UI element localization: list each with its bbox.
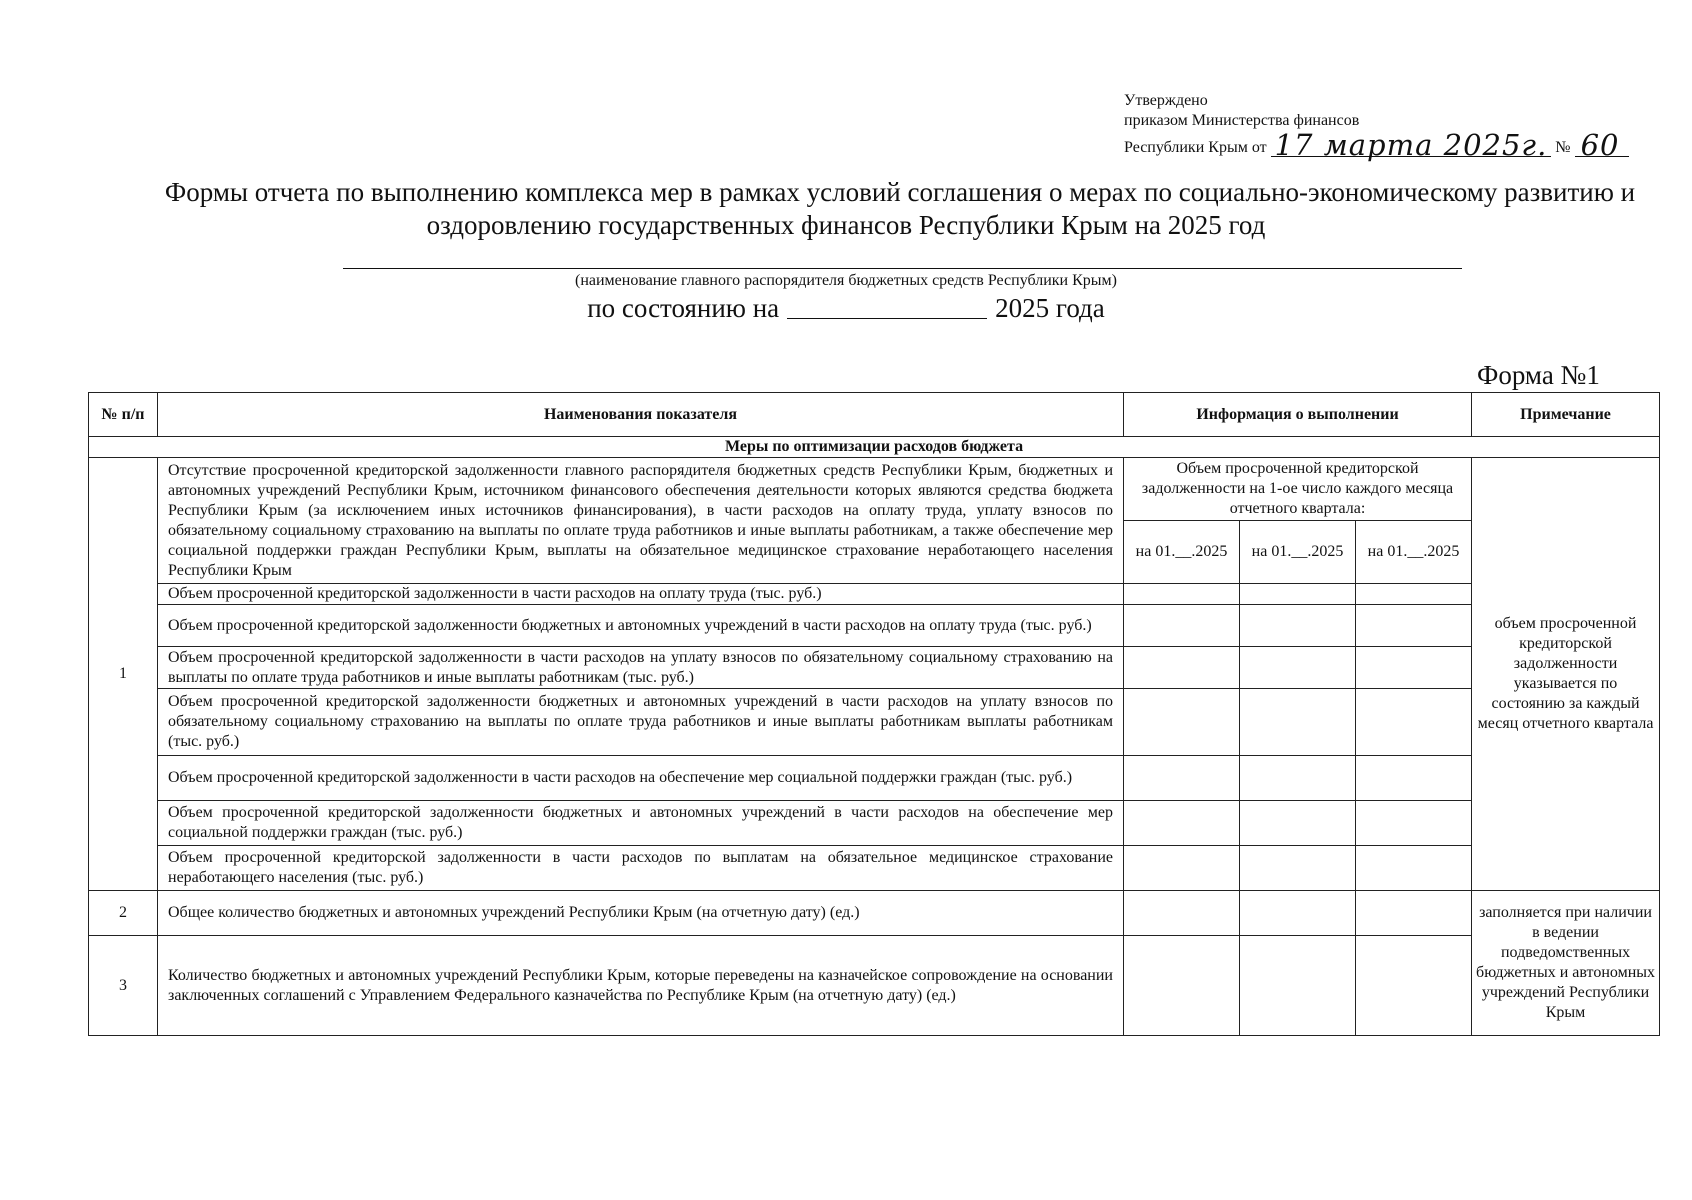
as-of-date-blank [787, 294, 987, 319]
header-num: № п/п [89, 393, 158, 437]
value-cell[interactable] [1124, 846, 1240, 891]
value-cell[interactable] [1356, 689, 1472, 756]
handwritten-date: 17 марта 2025г. [1271, 134, 1552, 157]
table-row [89, 801, 1660, 846]
section-row [89, 437, 1660, 458]
table-header-row [89, 393, 1660, 437]
value-cell[interactable] [1356, 605, 1472, 647]
table-row [89, 891, 1660, 936]
value-cell[interactable] [1124, 689, 1240, 756]
handwritten-number: 60 [1575, 134, 1630, 157]
name-fill-line [343, 268, 1462, 269]
value-cell[interactable] [1124, 584, 1240, 605]
form-label: Форма №1 [1477, 360, 1600, 390]
number-sign: № [1555, 139, 1571, 156]
header-info: Информация о выполнении [1124, 393, 1472, 437]
row-3-text: Количество бюджетных и автономных учреждений Республики Крым, которые переведены на казначейское сопровождение на основании заключенных соглашений с Управлением Федерального казначейства по Республике Крым (на отчетную дату) (ед.) [158, 936, 1124, 1036]
value-cell[interactable] [1356, 584, 1472, 605]
row-1-main-text: Отсутствие просроченной кредиторской задолженности главного распорядителя бюджетных средств Республики Крым, бюджетных и автономных учреждений Республики Крым, источником финансового обеспечения деятельности которых являются средства бюджета Республики Крым (за исключением иных источников финансирования), в части расходов на оплату труда, уплату взносов по обязательному социальному страхованию на выплаты по оплате труда работников и иные выплаты работникам, а также обеспечение мер социальной поддержки граждан Республики Крым, выплаты на обязательное медицинское страхование неработающего населения Республики Крым [158, 458, 1124, 584]
row-3-num: 3 [89, 936, 158, 1036]
value-cell[interactable] [1356, 936, 1472, 1036]
header-note: Примечание [1472, 393, 1660, 437]
approval-line-3 [1124, 128, 1629, 162]
header-indicator: Наименования показателя [158, 393, 1124, 437]
value-cell[interactable] [1240, 689, 1356, 756]
value-cell[interactable] [1356, 756, 1472, 801]
row-1-note: объем просроченной кредиторской задолженности указывается по состоянию за каждый месяц отчетного квартала [1472, 458, 1660, 891]
value-cell[interactable] [1124, 891, 1240, 936]
subrow-indicator: Объем просроченной кредиторской задолженности в части расходов на оплату труда (тыс. руб.) [158, 584, 1124, 605]
value-cell[interactable] [1124, 801, 1240, 846]
table-row [89, 647, 1660, 689]
subrow-indicator: Объем просроченной кредиторской задолженности в части расходов по выплатам на обязательное медицинское страхование неработающего населения (тыс. руб.) [158, 846, 1124, 891]
value-cell[interactable] [1124, 756, 1240, 801]
value-cell[interactable] [1356, 647, 1472, 689]
subrow-indicator: Объем просроченной кредиторской задолженности бюджетных и автономных учреждений в части расходов на обеспечение мер социальной поддержки граждан (тыс. руб.) [158, 801, 1124, 846]
table-row [89, 846, 1660, 891]
subrow-indicator: Объем просроченной кредиторской задолженности бюджетных и автономных учреждений в части расходов на уплату взносов по обязательному социальному страхованию на выплаты по оплате труда работников и иные выплаты работникам выплаты работникам (тыс. руб.) [158, 689, 1124, 756]
table-row [89, 689, 1660, 756]
approval-stamp [1124, 91, 1629, 162]
value-cell[interactable] [1240, 936, 1356, 1036]
document-title-line-2: оздоровлению государственных финансов Республики Крым на 2025 год [426, 210, 1266, 240]
as-of-line [0, 293, 1692, 324]
subrow-indicator: Объем просроченной кредиторской задолженности в части расходов на обеспечение мер социальной поддержки граждан (тыс. руб.) [158, 756, 1124, 801]
approval-prefix: Республики Крым от [1124, 139, 1267, 156]
approval-line-2: приказом Министерства финансов [1124, 112, 1360, 129]
value-cell[interactable] [1124, 936, 1240, 1036]
value-cell[interactable] [1240, 846, 1356, 891]
table-row [89, 584, 1660, 605]
table-row [89, 936, 1660, 1036]
section-title: Меры по оптимизации расходов бюджета [89, 437, 1660, 458]
row-2-text: Общее количество бюджетных и автономных учреждений Республики Крым (на отчетную дату) (ед.) [158, 891, 1124, 936]
subrow-indicator: Объем просроченной кредиторской задолженности в части расходов на уплату взносов по обязательному социальному страхованию на выплаты по оплате труда работников и иные выплаты работникам (тыс. руб.) [158, 647, 1124, 689]
value-cell[interactable] [1356, 891, 1472, 936]
date-column-1: на 01.__.2025 [1124, 521, 1240, 584]
value-cell[interactable] [1356, 801, 1472, 846]
value-cell[interactable] [1124, 605, 1240, 647]
document-title-line-1: Формы отчета по выполнению комплекса мер в рамках условий соглашения о мерах по социально-экономическому развитию и [164, 177, 1636, 207]
value-cell[interactable] [1240, 756, 1356, 801]
table-row [89, 756, 1660, 801]
subrow-indicator: Объем просроченной кредиторской задолженности бюджетных и автономных учреждений в части расходов на оплату труда (тыс. руб.) [158, 605, 1124, 647]
date-column-2: на 01.__.2025 [1240, 521, 1356, 584]
row-1-num: 1 [89, 458, 158, 891]
table-row [89, 605, 1660, 647]
rows-2-3-note: заполняется при наличии в ведении подведомственных бюджетных и автономных учреждений Республики Крым [1472, 891, 1660, 1036]
as-of-prefix: по состоянию на [587, 293, 780, 323]
table-row [89, 458, 1660, 521]
approval-line-1: Утверждено [1124, 92, 1208, 109]
value-cell[interactable] [1124, 647, 1240, 689]
as-of-suffix: 2025 года [995, 293, 1105, 323]
date-column-3: на 01.__.2025 [1356, 521, 1472, 584]
value-cell[interactable] [1356, 846, 1472, 891]
value-cell[interactable] [1240, 647, 1356, 689]
value-cell[interactable] [1240, 801, 1356, 846]
report-table [88, 392, 1660, 1036]
value-cell[interactable] [1240, 605, 1356, 647]
name-caption: (наименование главного распорядителя бюджетных средств Республики Крым) [575, 272, 1117, 289]
row-2-num: 2 [89, 891, 158, 936]
value-cell[interactable] [1240, 584, 1356, 605]
row-1-info-header: Объем просроченной кредиторской задолженности на 1-ое число каждого месяца отчетного квартала: [1124, 458, 1472, 521]
value-cell[interactable] [1240, 891, 1356, 936]
